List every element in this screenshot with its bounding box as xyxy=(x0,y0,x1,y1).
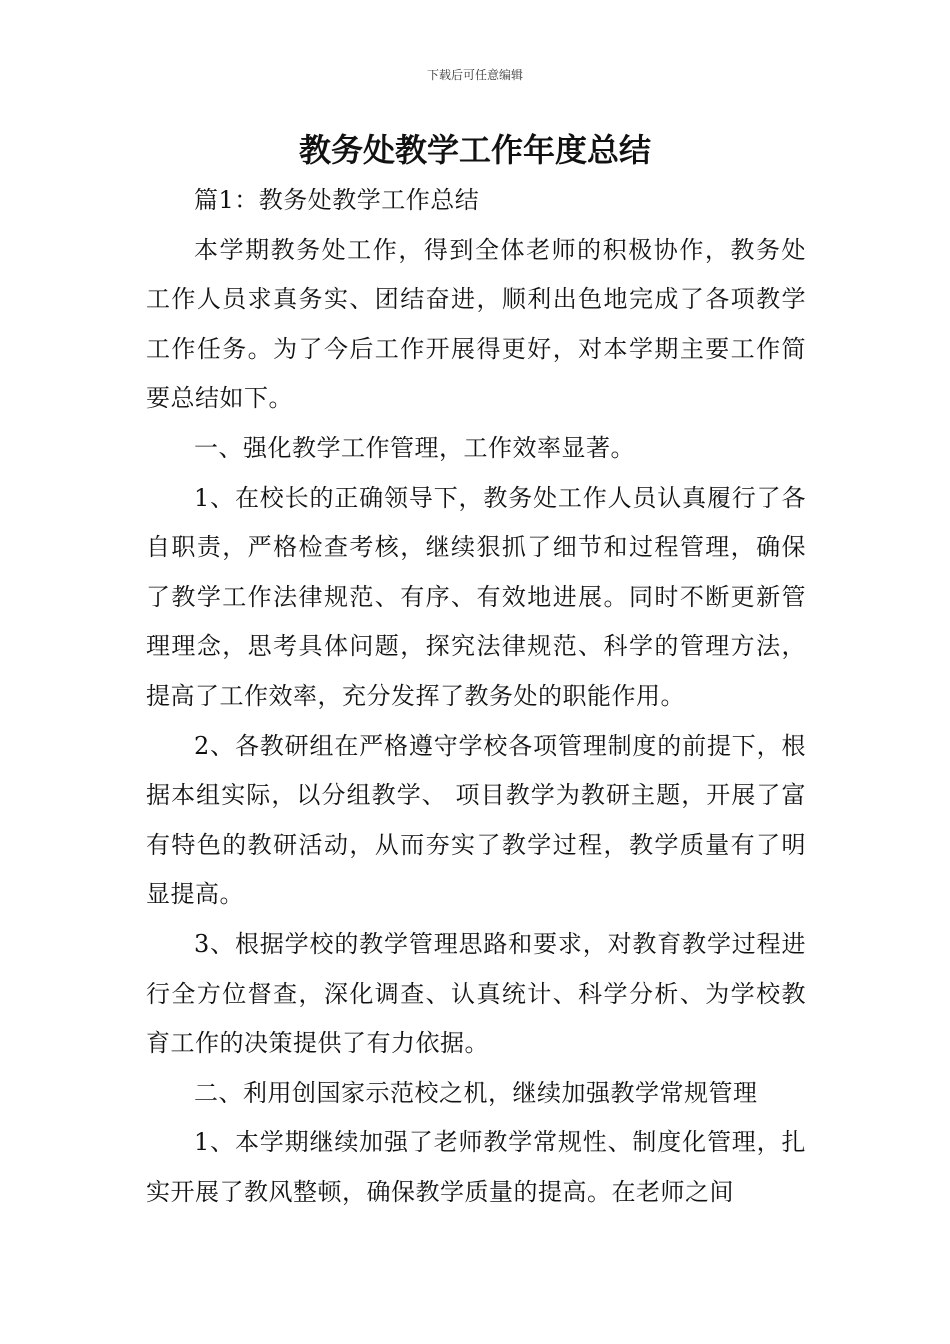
paragraph: 1、本学期继续加强了老师教学常规性、制度化管理，扎实开展了教风整顿，确保教学质量的提高。在老师之间 xyxy=(146,1128,806,1206)
paragraph: 2、各教研组在严格遵守学校各项管理制度的前提下，根据本组实际，以分组教学、 项目教学为教研主题，开展了富有特色的教研活动，从而夯实了教学过程，教学质量有了明显提高。 xyxy=(146,731,806,909)
paragraph: 本学期教务处工作，得到全体老师的积极协作，教务处工作人员求真务实、团结奋进，顺利出色地完成了各项教学工作任务。为了今后工作开展得更好，对本学期主要工作简要总结如下。 xyxy=(146,235,806,413)
document-body xyxy=(146,176,806,1217)
document-title: 教务处教学工作年度总结 xyxy=(298,131,651,169)
paragraph: 3、根据学校的教学管理思路和要求，对教育教学过程进行全方位督查，深化调查、认真统计、科学分析、为学校教育工作的决策提供了有力依据。 xyxy=(146,929,806,1058)
section-heading: 一、强化教学工作管理，工作效率显著。 xyxy=(194,433,635,462)
paragraph: 1、在校长的正确领导下，教务处工作人员认真履行了各自职责，严格检查考核，继续狠抓了细节和过程管理，确保了教学工作法律规范、有序、有效地进展。同时不断更新管理理念，思考具体问题，探究法律规范、科学的管理方法，提高了工作效率，充分发挥了教务处的职能作用。 xyxy=(146,483,806,710)
section-heading: 篇1：教务处教学工作总结 xyxy=(194,186,480,214)
section-heading: 二、利用创国家示范校之机，继续加强教学常规管理 xyxy=(194,1078,758,1107)
header-note: 下载后可任意编辑 xyxy=(426,68,523,82)
